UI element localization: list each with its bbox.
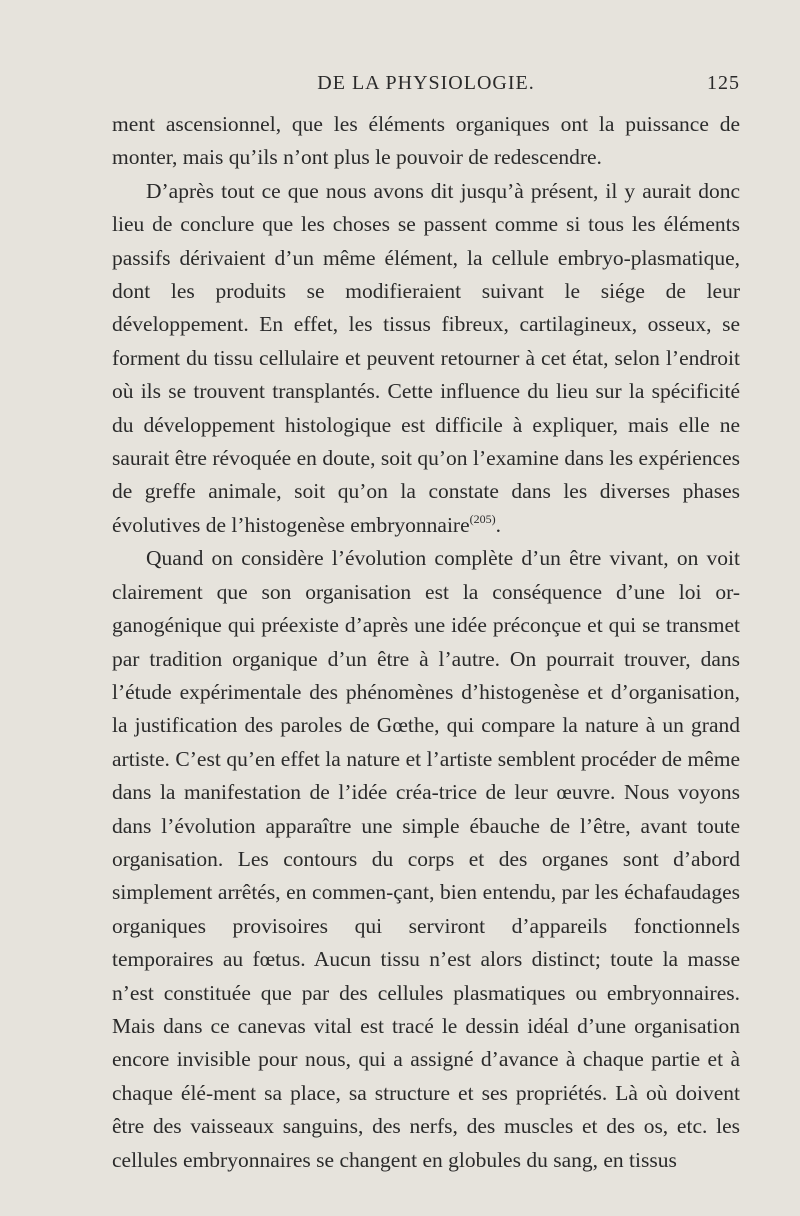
paragraph-2-tail: .: [495, 512, 502, 537]
page-number: 125: [707, 72, 740, 94]
footnote-reference: (205): [469, 511, 496, 526]
paragraph-2-text: D’après tout ce que nous avons dit jusqu’à présent, il y aurait donc lieu de conclure que les choses se passent comme si tous les éléments passifs dérivaient d’un même élément, la cellule embryo-plasmatique, dont les produits se modifieraient suivant le siége de leur développement. En effet, les tissus fibreux, cartilagineux, osseux, se forment du tissu cellulaire et peuvent retourner à cet état, selon l’endroit où ils se trouvent transplantés. Cette influence du lieu sur la spécificité du développement histologique est difficile à expliquer, mais elle ne saurait être révoquée en doute, soit qu’on l’examine dans les expériences de greffe animale, soit qu’on la constate dans les diverses phases évolutives de l’histogenèse embryonnaire: [112, 178, 740, 537]
paragraph-3: [112, 542, 740, 1177]
running-head: [112, 72, 740, 98]
paragraph-2: [112, 175, 740, 542]
running-head-title: DE LA PHYSIOLOGIE.: [317, 72, 535, 94]
paragraph-1-text: ment ascensionnel, que les éléments organiques ont la puissance de monter, mais qu’ils n’ont plus le pouvoir de redescendre.: [112, 112, 740, 170]
body-text: [112, 108, 740, 1177]
paragraph-1: [112, 108, 740, 175]
paragraph-3-text: Quand on considère l’évolution complète d’un être vivant, on voit clairement que son organisation est la conséquence d’une loi or-ganogénique qui préexiste d’après une idée préconçue et qui se transmet par tradition organique d’un être à l’autre. On pourrait trouver, dans l’étude expérimentale des phénomènes d’histogenèse et d’organisation, la justification des paroles de Gœthe, qui compare la nature à un grand artiste. C’est qu’en effet la nature et l’artiste semblent procéder de même dans la manifestation de l’idée créa-trice de leur œuvre. Nous voyons dans l’évolution apparaître une simple ébauche de l’être, avant toute organisation. Les contours du corps et des organes sont d’abord simplement arrêtés, en commen-çant, bien entendu, par les échafaudages organiques provisoires qui serviront d’appareils fonctionnels temporaires au fœtus. Aucun tissu n’est alors distinct; toute la masse n’est constituée que par des cellules plasmatiques ou embryonnaires. Mais dans ce canevas vital est tracé le dessin idéal d’une organisation encore invisible pour nous, qui a assigné d’avance à chaque partie et à chaque élé-ment sa place, sa structure et ses propriétés. Là où doivent être des vaisseaux sanguins, des nerfs, des muscles et des os, etc. les cellules embryonnaires se changent en globules du sang, en tissus: [112, 546, 740, 1172]
